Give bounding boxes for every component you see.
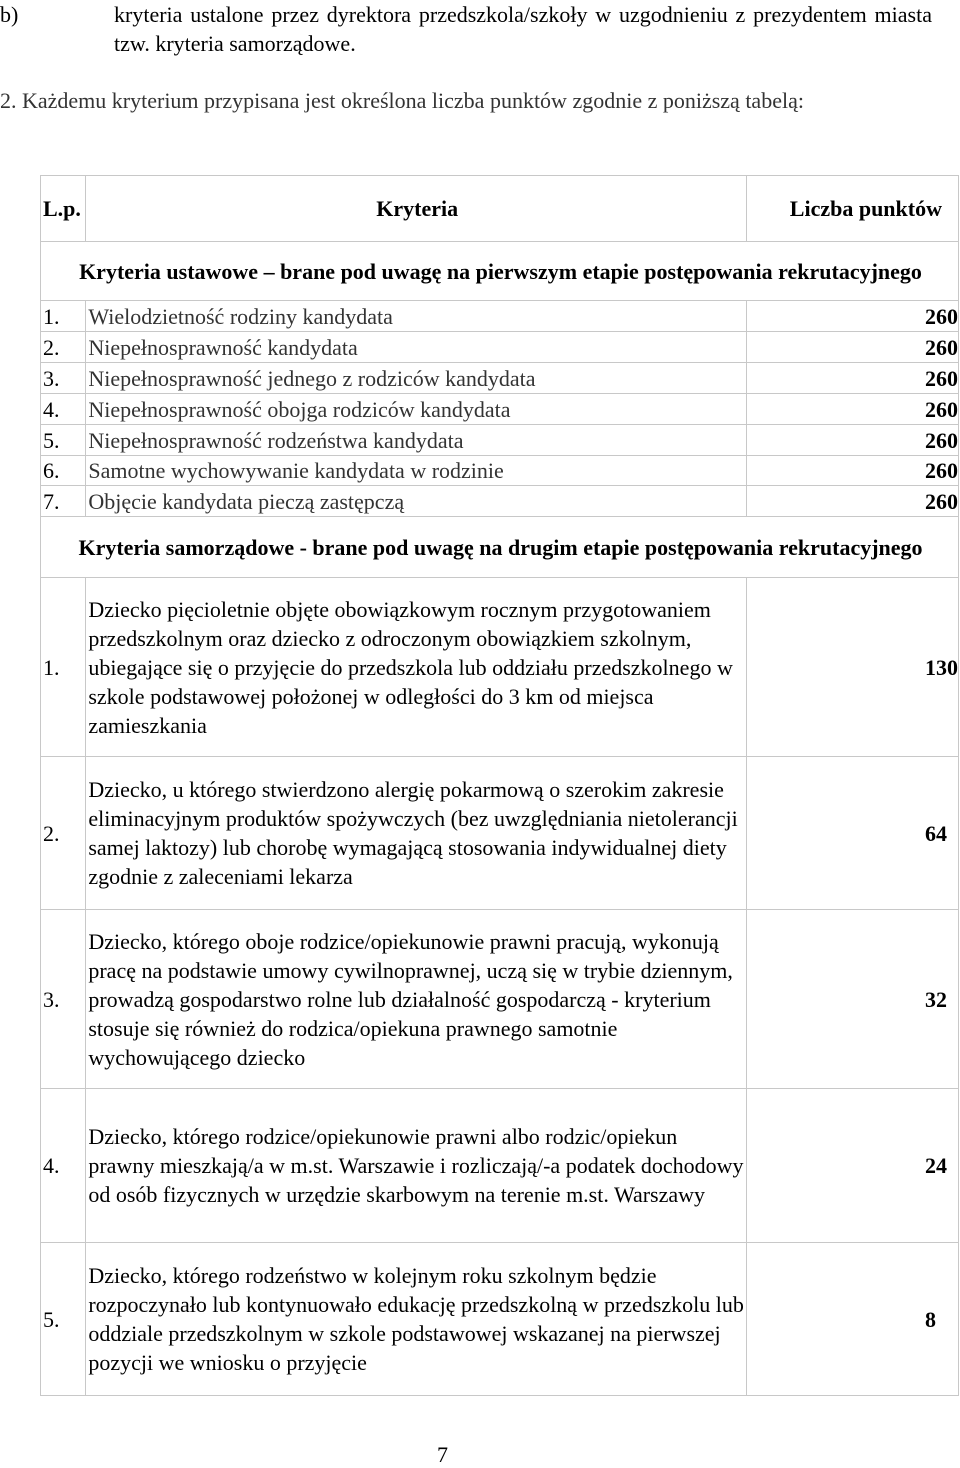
section1-title: Kryteria ustawowe – brane pod uwagę na pierwszym etapie postępowania rekrutacyjnego — [41, 242, 959, 301]
table-row — [41, 757, 959, 910]
row-text: Objęcie kandydata pieczą zastępczą — [86, 486, 747, 517]
row-number: 5. — [41, 1243, 86, 1396]
table-header-row — [41, 176, 959, 242]
row-text: Niepełnosprawność jednego z rodziców kandydata — [86, 363, 747, 394]
row-points: 260 — [747, 363, 959, 394]
row-points: 24 — [747, 1089, 959, 1243]
row-text: Wielodzietność rodziny kandydata — [86, 301, 747, 332]
row-text: Dziecko pięcioletnie objęte obowiązkowym rocznym przygotowaniem przedszkolnym oraz dziecko z odroczonym obowiązkiem szkolnym, ubiegające się o przyjęcie do przedszkola lub oddziału przedszkolnego w szkole podstawowej położonej w odległości do 3 km od miejsca zamieszkania — [86, 578, 747, 757]
table-row — [41, 332, 959, 363]
row-text: Dziecko, u którego stwierdzono alergię pokarmową o szerokim zakresie eliminacyjnym produktów spożywczych (bez uwzględniania nietolerancji samej laktozy) lub chorobę wymagającą stosowania indywidualnej diety zgodnie z zaleceniami lekarza — [86, 757, 747, 910]
page-number: 7 — [437, 1442, 448, 1467]
paragraph-b-label: b) — [0, 2, 19, 27]
row-points: 260 — [747, 486, 959, 517]
row-text: Dziecko, którego oboje rodzice/opiekunowie prawni pracują, wykonują pracę na podstawie umowy cywilnoprawnej, uczą się w trybie dziennym, prowadzą gospodarstwo rolne lub działalność gospodarczą - kryterium stosuje się również do rodzica/opiekuna prawnego samotnie wychowującego dziecko — [86, 910, 747, 1089]
row-number: 5. — [41, 425, 86, 456]
row-text: Samotne wychowywanie kandydata w rodzinie — [86, 456, 747, 486]
table-row — [41, 456, 959, 486]
row-points: 32 — [747, 910, 959, 1089]
row-number: 1. — [41, 578, 86, 757]
row-number: 2. — [41, 332, 86, 363]
row-number: 3. — [41, 910, 86, 1089]
row-points: 260 — [747, 301, 959, 332]
table-row — [41, 394, 959, 425]
table-row — [41, 425, 959, 456]
table-row — [41, 910, 959, 1089]
row-number: 3. — [41, 363, 86, 394]
table-row — [41, 301, 959, 332]
row-points: 260 — [747, 425, 959, 456]
row-number: 1. — [41, 301, 86, 332]
section2-title: Kryteria samorządowe - brane pod uwagę na drugim etapie postępowania rekrutacyjnego — [41, 517, 959, 578]
row-text: Dziecko, którego rodzice/opiekunowie prawni albo rodzic/opiekun prawny mieszkają/a w m.st. Warszawie i rozliczają/-a podatek dochodowy od osób fizycznych w urzędzie skarbowym na terenie m.st. Warszawy — [86, 1089, 747, 1243]
header-lp: L.p. — [41, 176, 86, 242]
row-points: 130 — [747, 578, 959, 757]
table-row — [41, 1243, 959, 1396]
row-points: 8 — [747, 1243, 959, 1396]
criteria-table — [40, 175, 959, 1396]
header-kryteria: Kryteria — [86, 176, 747, 242]
row-text: Niepełnosprawność rodzeństwa kandydata — [86, 425, 747, 456]
section-title-row — [41, 517, 959, 578]
row-number: 4. — [41, 394, 86, 425]
paragraph-2-text: 2. Każdemu kryterium przypisana jest określona liczba punktów zgodnie z poniższą tabelą: — [0, 88, 804, 113]
row-points: 260 — [747, 456, 959, 486]
table-row — [41, 578, 959, 757]
table-row — [41, 1089, 959, 1243]
row-number: 4. — [41, 1089, 86, 1243]
row-text: Niepełnosprawność kandydata — [86, 332, 747, 363]
row-points: 260 — [747, 332, 959, 363]
section-title-row — [41, 242, 959, 301]
table-row — [41, 486, 959, 517]
row-points: 260 — [747, 394, 959, 425]
paragraph-b-text: kryteria ustalone przez dyrektora przedszkola/szkoły w uzgodnieniu z prezydentem miasta tzw. kryteria samorządowe. — [114, 2, 932, 56]
row-text: Niepełnosprawność obojga rodziców kandydata — [86, 394, 747, 425]
row-points: 64 — [747, 757, 959, 910]
row-number: 7. — [41, 486, 86, 517]
table-row — [41, 363, 959, 394]
row-text: Dziecko, którego rodzeństwo w kolejnym roku szkolnym będzie rozpoczynało lub kontynuowało edukację przedszkolną w przedszkolu lub oddziale przedszkolnym w szkole podstawowej wskazanej na pierwszej pozycji we wniosku o przyjęcie — [86, 1243, 747, 1396]
row-number: 2. — [41, 757, 86, 910]
row-number: 6. — [41, 456, 86, 486]
header-points: Liczba punktów — [747, 176, 959, 242]
paragraph-2 — [0, 86, 935, 115]
